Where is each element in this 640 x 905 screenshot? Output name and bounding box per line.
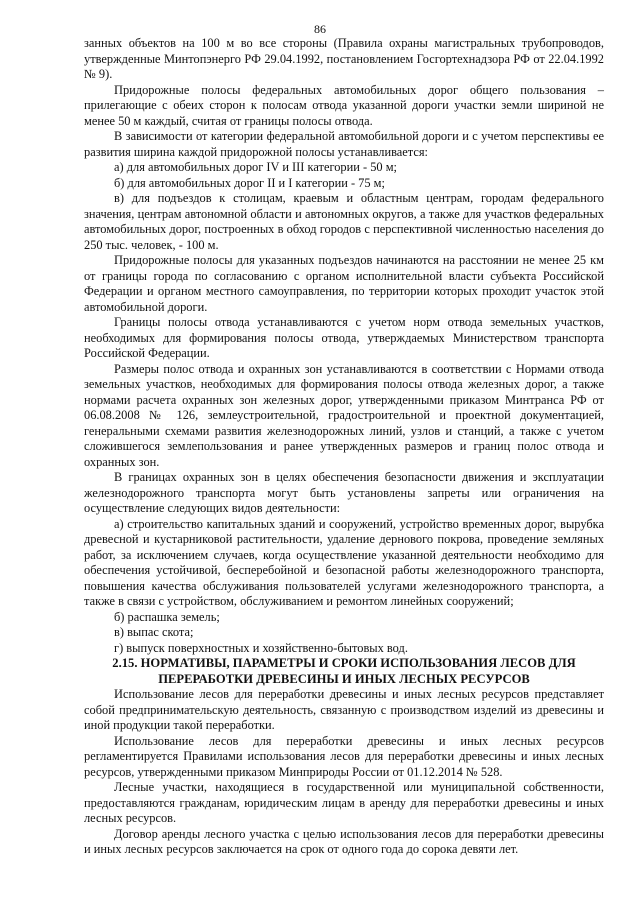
paragraph: Использование лесов для переработки древесины и иных лесных ресурсов регламентируется Правилами использования лесов для переработки древесины и иных лесных ресурсов, утвержденными приказом Минприроды России от 01.12.2014 № 528. — [84, 733, 604, 779]
list-item: а) для автомобильных дорог IV и III категории - 50 м; — [114, 160, 397, 174]
paragraph: Использование лесов для переработки древесины и иных лесных ресурсов представляет собой предпринимательскую деятельность, связанную с производством изделий из древесины и иной продукции такой переработки. — [84, 687, 604, 732]
list-item: в) для подъездов к столицам, краевым и областным центрам, городам федерального значения, центрам автономной области и автономных округов, а также для участков федеральных автомобильных дорог, построенных в обход городов с перспективной численностью населения до 250 тыс. человек, - 100 м. — [84, 191, 604, 252]
list-item: б) для автомобильных дорог II и I категории - 75 м; — [114, 175, 385, 190]
paragraph: Лесные участки, находящиеся в государственной или муниципальной собственности, предоставляются гражданам, юридическим лицам в аренду для переработки древесины и иных лесных ресурсов. — [84, 780, 604, 825]
paragraph: Размеры полос отвода и охранных зон устанавливаются в соответствии с Нормами отвода земельных участков, необходимых для формирования полосы отвода железных дорог, а также нормами расчета охранных зон железных дорог, утвержденными приказом Минтранса РФ от 06.08.2008 № 126, землеустроительной, градостроительной и проектной документацией, генеральными схемами развития железнодорожных линий, узлов и станций, а также с учетом сложившегося землепользования и ранее утвержденных размеров и границ полос отвода и охранных зон. — [84, 361, 604, 469]
list-item: в) выпас скота; — [114, 625, 194, 639]
paragraph: Придорожные полосы для указанных подъездов начинаются на расстоянии не менее 25 км от границы города по согласованию с органом исполнительной власти субъекта Российской Федерации и органом местного самоуправления, по территории которых проходит участок этой автомобильной дороги. — [84, 253, 604, 314]
list-item: б) распашка земель; — [114, 609, 220, 624]
page-number: 86 — [314, 22, 326, 36]
list-item: а) строительство капитальных зданий и сооружений, устройство временных дорог, вырубка древесной и кустарниковой растительности, удаление дернового покрова, проведение земляных работ, за исключением случаев, когда осуществление указанной деятельности необходимо для обеспечения устойчивой, бесперебойной и безопасной работы железнодорожного транспорта, повышения качества обслуживания пользователей услугами железнодорожного транспорта, а также в связи с устройством, обслуживанием и ремонтом линейных сооружений; — [84, 516, 604, 608]
paragraph: Договор аренды лесного участка с целью использования лесов для переработки древесины и иных лесных ресурсов заключается на срок от одного года до сорока девяти лет. — [84, 826, 604, 856]
paragraph: В границах охранных зон в целях обеспечения безопасности движения и эксплуатации железнодорожного транспорта могут быть установлены запреты или ограничения на осуществление следующих видов деятельности: — [84, 470, 604, 515]
list-item: г) выпуск поверхностных и хозяйственно-бытовых вод. — [114, 640, 408, 655]
section-heading: 2.15. НОРМАТИВЫ, ПАРАМЕТРЫ И СРОКИ ИСПОЛЬЗОВАНИЯ ЛЕСОВ ДЛЯ ПЕРЕРАБОТКИ ДРЕВЕСИНЫ И ИНЫХ ЛЕСНЫХ РЕСУРСОВ — [112, 656, 576, 686]
paragraph: В зависимости от категории федеральной автомобильной дороги и с учетом перспективы ее развития ширина каждой придорожной полосы устанавливается: — [84, 129, 604, 159]
paragraph: занных объектов на 100 м во все стороны (Правила охраны магистральных трубопроводов, утвержденные Минтопэнерго РФ 29.04.1992, постановлением Госгортехнадзора РФ от 22.04.1992 № 9). — [84, 36, 604, 81]
paragraph: Границы полосы отвода устанавливаются с учетом норм отвода земельных участков, необходимых для формирования полосы отвода, утверждаемых Министерством транспорта Российской Федерации. — [84, 315, 604, 360]
paragraph: Придорожные полосы федеральных автомобильных дорог общего пользования – прилегающие с обеих сторон к полосам отвода указанной дороги участки земли шириной не менее 50 м каждый, считая от границы полосы отвода. — [84, 82, 604, 128]
page-body — [84, 36, 604, 858]
